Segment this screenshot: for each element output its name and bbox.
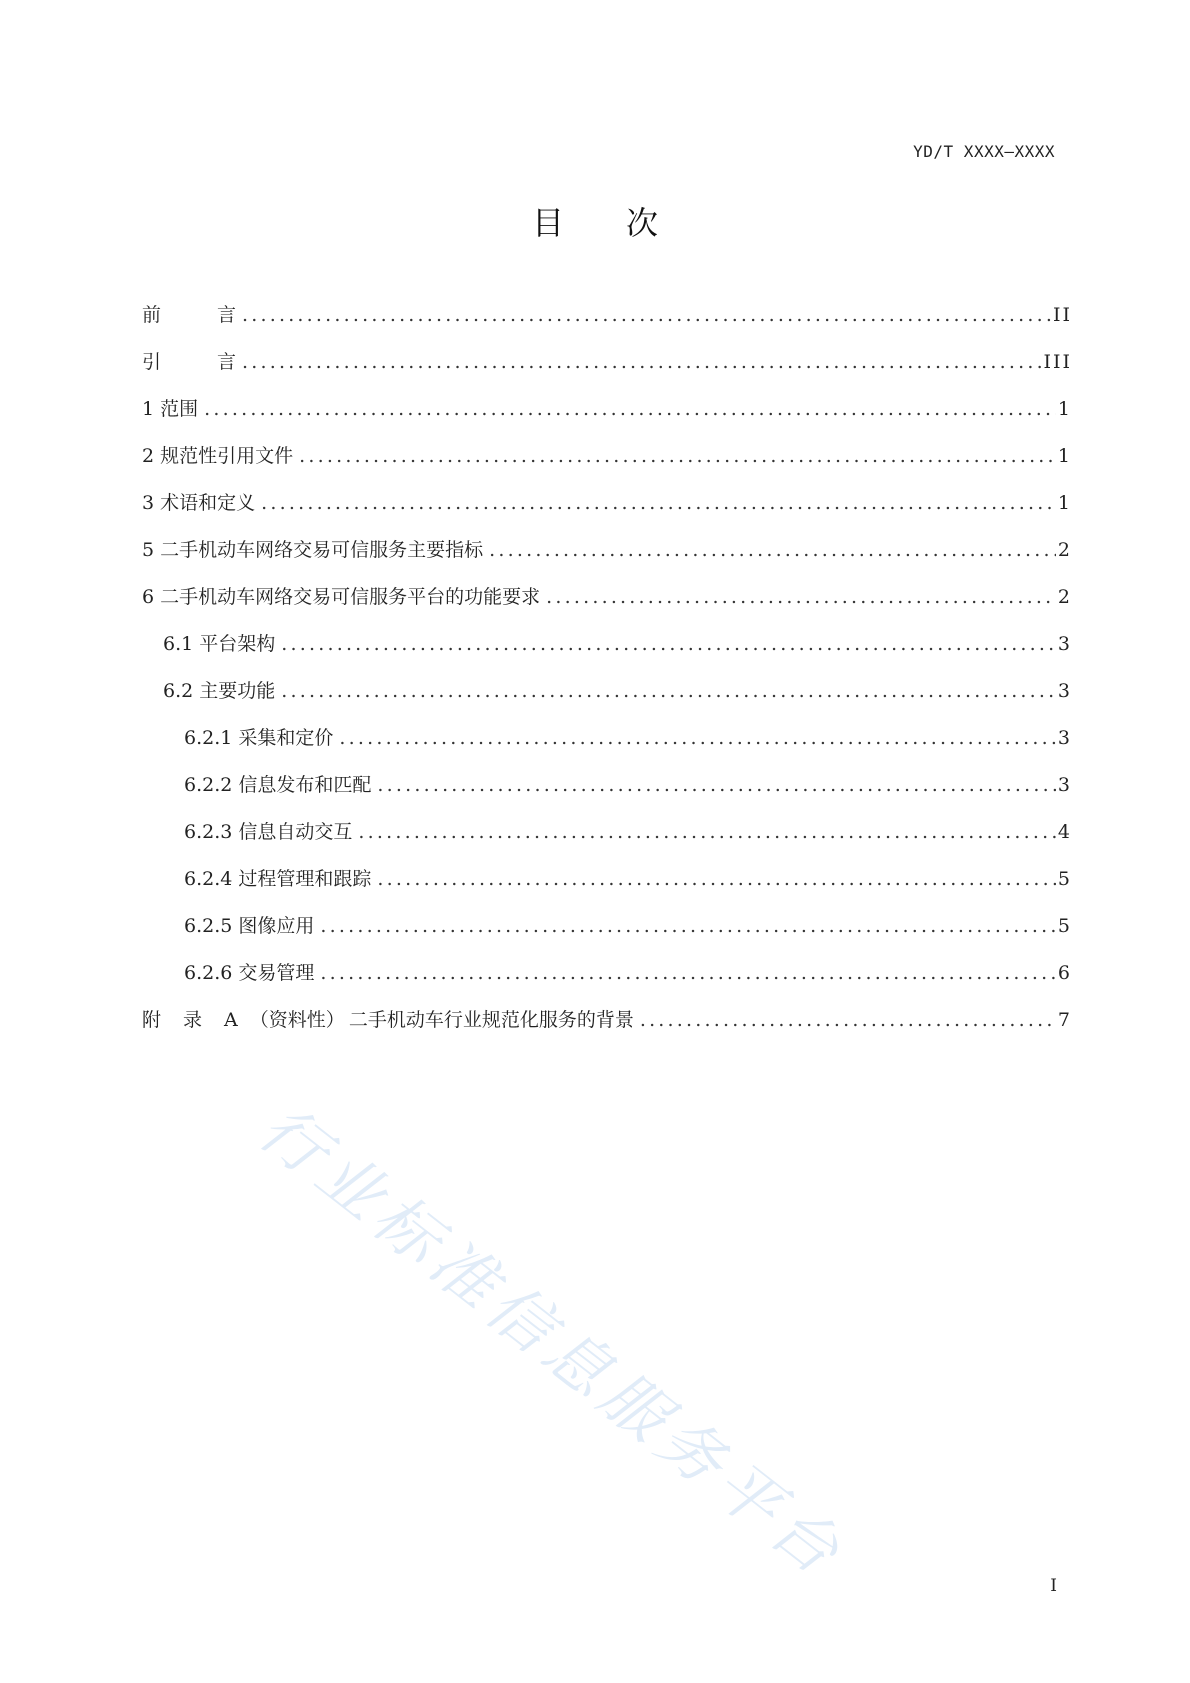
toc-entry-title: 引言 [142,351,236,373]
toc-entry-title: 1 范围 [142,398,199,420]
dot-leader [281,679,1056,703]
toc-entry-page: 3 [1057,680,1072,702]
toc-entry-page: 3 [1057,633,1072,655]
dot-leader [640,1008,1056,1032]
toc-entry-page: III [1043,351,1072,373]
dot-leader [320,961,1056,985]
dot-leader [242,350,1041,374]
appendix-letter: A [224,1009,238,1031]
toc-entry-page: 5 [1057,868,1072,890]
toc-entry-title: 6.2.6 交易管理 [184,962,315,984]
dot-leader [377,867,1056,891]
toc-entry-image-application[interactable] [142,914,1072,961]
toc-entry-appendix-a[interactable] [142,1008,1072,1055]
toc-entry-title: 2 规范性引用文件 [142,445,294,467]
page-title: 目次 [531,204,720,242]
document-code: YD/T XXXX—XXXX [913,142,1055,161]
toc-entry-info-publish-matching[interactable] [142,773,1072,820]
dot-leader [377,773,1056,797]
toc-entry-introduction[interactable] [142,350,1072,397]
toc-entry-transaction-management[interactable] [142,961,1072,1008]
toc-entry-page: 4 [1057,821,1072,843]
toc-entry-page: 6 [1057,962,1072,984]
toc-entry-terms-definitions[interactable] [142,491,1072,538]
toc-entry-main-functions[interactable] [142,679,1072,726]
toc-entry-page: 1 [1057,398,1072,420]
toc-entry-foreword[interactable] [142,303,1072,350]
toc-entry-title: 前言 [142,304,236,326]
appendix-title: 二手机动车行业规范化服务的背景 [348,1009,634,1031]
toc-entry-page: 2 [1057,539,1072,561]
dot-leader [204,397,1056,421]
toc-entry-title: 6.2.3 信息自动交互 [184,821,353,843]
toc-entry-info-auto-interaction[interactable] [142,820,1072,867]
toc-entry-page: 7 [1057,1009,1072,1031]
appendix-type: （资料性） [249,1009,345,1031]
toc-entry-page: 1 [1057,445,1072,467]
toc-entry-title: 6.1 平台架构 [163,633,276,655]
toc-entry-title: 3 术语和定义 [142,492,256,514]
table-of-contents [142,303,1072,1055]
dot-leader [339,726,1056,750]
toc-entry-platform-architecture[interactable] [142,632,1072,679]
page-number: I [1050,1576,1057,1596]
toc-entry-platform-requirements[interactable] [142,585,1072,632]
dot-leader [261,491,1056,515]
toc-entry-page: 3 [1057,727,1072,749]
toc-entry-page: 5 [1057,915,1072,937]
toc-entry-normative-references[interactable] [142,444,1072,491]
toc-entry-page: II [1052,304,1072,326]
toc-entry-page: 3 [1057,774,1072,796]
toc-entry-page: 2 [1057,586,1072,608]
toc-entry-page: 1 [1057,492,1072,514]
appendix-label: 附录 [142,1009,225,1031]
watermark: 行业标准信息服务平台 [245,1091,859,1594]
toc-entry-title: 6.2.1 采集和定价 [184,727,334,749]
toc-entry-title: 6.2.5 图像应用 [184,915,315,937]
toc-entry-title: 6.2.2 信息发布和匹配 [184,774,372,796]
dot-leader [358,820,1056,844]
dot-leader [242,303,1051,327]
dot-leader [489,538,1056,562]
toc-entry-title: 6 二手机动车网络交易可信服务平台的功能要求 [142,586,541,608]
toc-entry-title: 5 二手机动车网络交易可信服务主要指标 [142,539,484,561]
dot-leader [546,585,1056,609]
toc-entry-main-indicators[interactable] [142,538,1072,585]
toc-entry-collection-pricing[interactable] [142,726,1072,773]
dot-leader [281,632,1056,656]
toc-entry-title: 6.2 主要功能 [163,680,276,702]
dot-leader [320,914,1056,938]
toc-entry-process-tracking[interactable] [142,867,1072,914]
dot-leader [299,444,1056,468]
toc-entry-title: 6.2.4 过程管理和跟踪 [184,868,372,890]
toc-entry-scope[interactable] [142,397,1072,444]
